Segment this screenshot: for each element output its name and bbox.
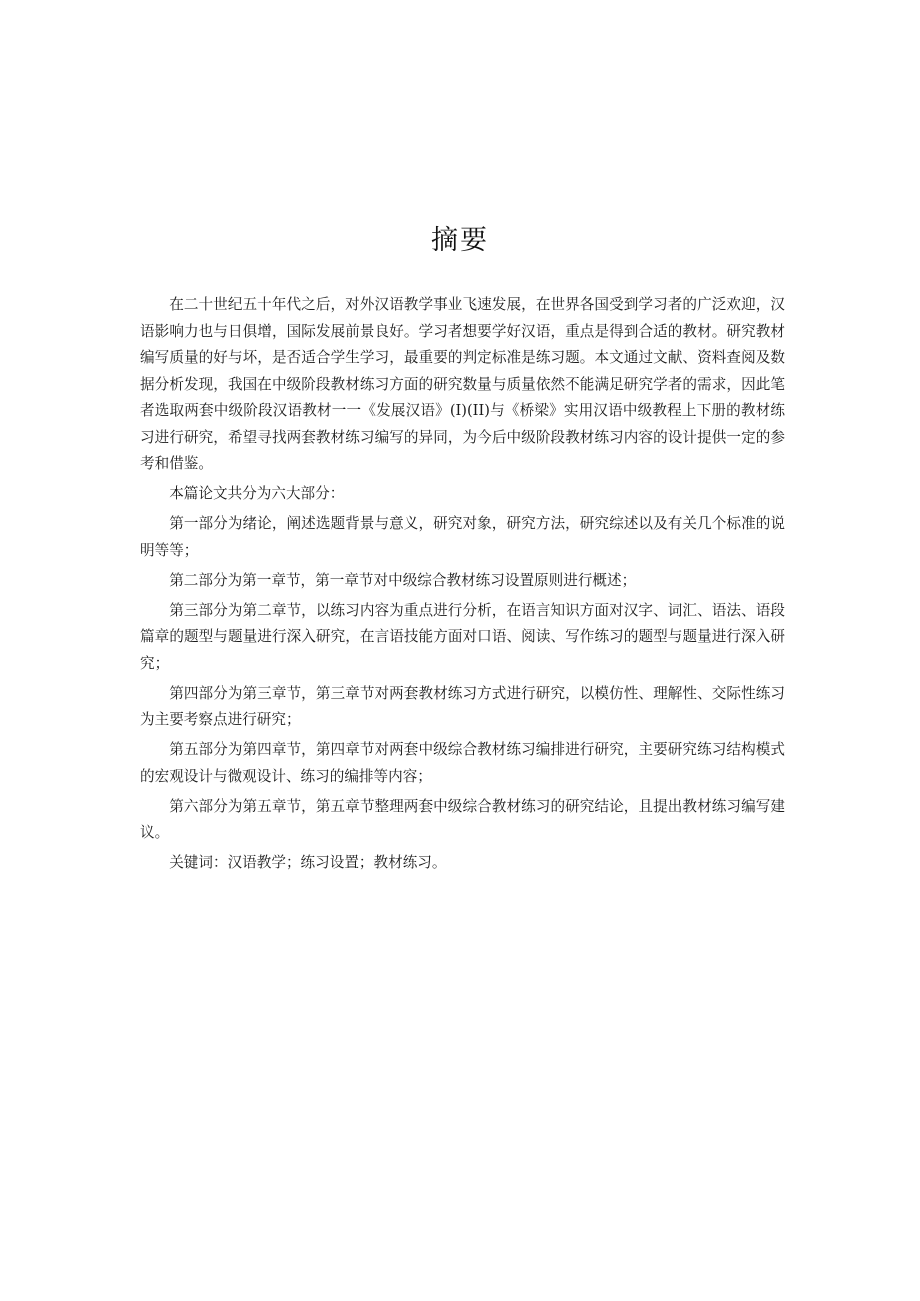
part-one-description: 第一部分为绪论，阐述选题背景与意义，研究对象，研究方法，研究综述以及有关几个标准的说明等等； [140, 515, 785, 559]
part-six-description: 第六部分为第五章节，第五章节整理两套中级综合教材练习的研究结论，且提出教材练习编写建议。 [140, 797, 785, 841]
abstract-body [140, 292, 785, 880]
part-four-description: 第四部分为第三章节，第三章节对两套教材练习方式进行研究，以模仿性、理解性、交际性练习为主要考察点进行研究； [140, 684, 785, 728]
page-title: 摘要 [431, 225, 489, 256]
abstract-paragraph-intro: 在二十世纪五十年代之后，对外汉语教学事业飞速发展，在世界各国受到学习者的广泛欢迎，汉语影响力也与日俱增，国际发展前景良好。学习者想要学好汉语，重点是得到合适的教材。研究教材编写质量的好与坏，是否适合学生学习，最重要的判定标准是练习题。本文通过文献、资料查阅及数据分析发现，我国在中级阶段教材练习方面的研究数量与质量依然不能满足研究学者的需求，因此笔者选取两套中级阶段汉语教材一一《发展汉语》(I)(II)与《桥梁》实用汉语中级教程上下册的教材练习进行研究，希望寻找两套教材练习编写的异同，为今后中级阶段教材练习内容的设计提供一定的参考和借鉴。 [140, 296, 785, 472]
keywords: 关键词：汉语教学；练习设置；教材练习。 [169, 854, 447, 871]
part-three-description: 第三部分为第二章节，以练习内容为重点进行分析，在语言知识方面对汉字、词汇、语法、语段篇章的题型与题量进行深入研究，在言语技能方面对口语、阅读、写作练习的题型与题量进行深入研究； [140, 601, 785, 672]
part-two-description: 第二部分为第一章节，第一章节对中级综合教材练习设置原则进行概述； [169, 571, 637, 589]
structure-overview: 本篇论文共分为六大部分： [169, 485, 345, 502]
part-five-description: 第五部分为第四章节，第四章节对两套中级综合教材练习编排进行研究，主要研究练习结构模式的宏观设计与微观设计、练习的编排等内容； [140, 741, 785, 785]
